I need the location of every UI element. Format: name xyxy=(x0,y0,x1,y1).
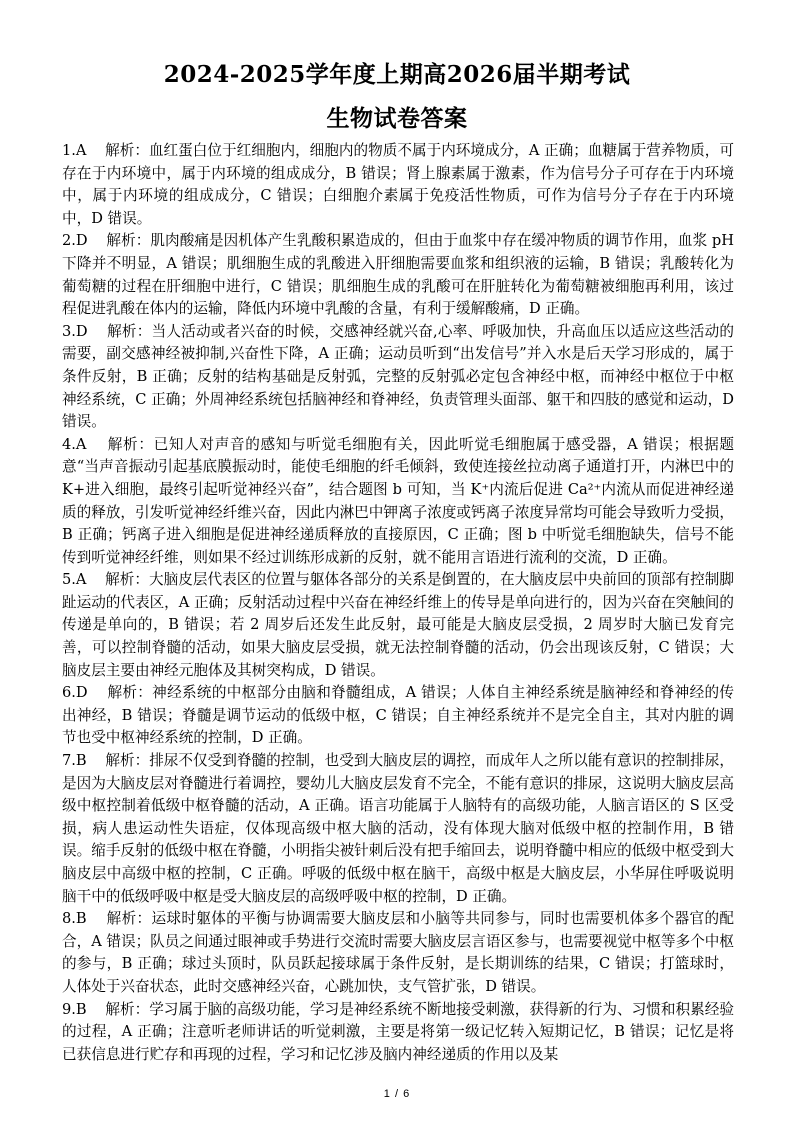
answer-item xyxy=(62,908,734,998)
answer-text: 解析：运球时躯体的平衡与协调需要大脑皮层和小脑等共同参与，同时也需要机体多个器官的配合，A 错误；队员之间通过眼神或手势进行交流时需要大脑皮层言语区参与，也需要视觉中枢等多个中枢的参与，B 正确；球过头顶时，队员跃起接球属于条件反射，是长期训练的结果，C 错误；打篮球时，人体处于兴奋状态，此时交感神经兴奋，心跳加快，支气管扩张，D 错误。 xyxy=(62,910,734,995)
answer-label: 9.B xyxy=(62,1000,87,1018)
answer-label: 4.A xyxy=(62,435,87,453)
answer-label: 2.D xyxy=(62,232,88,250)
answer-item xyxy=(62,321,734,434)
answer-text: 解析：肌肉酸痛是因机体产生乳酸积累造成的，但由于血浆中存在缓冲物质的调节作用，血浆 pH 下降并不明显，A 错误；肌细胞生成的乳酸进入肝细胞需要血浆和组织液的运输，B 错误；乳酸转化为葡萄糖的过程在肝细胞中进行，C 错误；肌细胞生成的乳酸可在肝脏转化为葡萄糖被细胞再利用，该过程促进乳酸在体内的运输，降低内环境中乳酸的含量，有利于缓解酸痛，D 正确。 xyxy=(62,232,734,318)
answer-label: 6.D xyxy=(62,684,88,702)
answer-item xyxy=(62,434,734,570)
answer-text: 解析：排尿不仅受到脊髓的控制，也受到大脑皮层的调控，而成年人之所以能有意识的控制排尿，是因为大脑皮层对脊髓进行着调控，婴幼儿大脑皮层发育不完全，不能有意识的排尿，这说明大脑皮层高级中枢控制着低级中枢脊髓的活动，A 正确。语言功能属于人脑特有的高级功能，人脑言语区的 S 区受损，病人患运动性失语症，仅体现高级中枢大脑的活动，没有体现大脑对低级中枢的控制作用，B 错误。缩手反射的低级中枢在脊髓，小明指尖被针刺后没有把手缩回去，说明脊髓中相应的低级中枢受到大脑皮层中高级中枢的控制，C 正确。呼吸的低级中枢在脑干，高级中枢是大脑皮层，小华屏住呼吸说明脑干中的低级呼吸中枢是受大脑皮层的高级呼吸中枢的控制，D 正确。 xyxy=(62,752,734,905)
answer-text: 解析：血红蛋白位于红细胞内，细胞内的物质不属于内环境成分，A 正确；血糖属于营养物质，可存在于内环境中，属于内环境的组成成分，B 错误；肾上腺素属于激素，作为信号分子可存在于内环境中，属于内环境的组成成分，C 错误；白细胞介素属于免疫活性物质，可作为信号分子存在于内环境中，D 错误。 xyxy=(62,142,734,227)
answer-item xyxy=(62,999,734,1067)
answer-text: 解析：大脑皮层代表区的位置与躯体各部分的关系是倒置的，在大脑皮层中央前回的顶部有控制脚趾运动的代表区，A 正确；反射活动过程中兴奋在神经纤维上的传导是单向进行的，因为兴奋在突触间的传递是单向的，B 错误；若 2 周岁后还发生此反射，最可能是大脑皮层受损，2 周岁时大脑已发育完善，可以控制脊髓的活动，如果大脑皮层受损，就无法控制脊髓的活动，仍会出现该反射，C 错误；大脑皮层主要由神经元胞体及其树突构成，D 错误。 xyxy=(62,571,734,679)
answer-label: 8.B xyxy=(62,910,87,928)
answer-label: 5.A xyxy=(62,571,87,589)
page-indicator: 1 / 6 xyxy=(383,1088,411,1100)
answer-text: 解析：当人活动或者兴奋的时候，交感神经就兴奋,心率、呼吸加快，升高血压以适应这些活动的需要，副交感神经被抑制,兴奋性下降，A 正确；运动员听到“出发信号”并入水是后天学习形成的，属于条件反射，B 正确；反射的结构基础是反射弧，完整的反射弧必定包含神经中枢，而神经中枢位于中枢神经系统，C 正确；外周神经系统包括脑神经和脊神经，负责管理头面部、躯干和四肢的感觉和运动，D 错误。 xyxy=(62,322,734,431)
exam-subtitle: 生物试卷答案 xyxy=(326,105,468,132)
answer-item xyxy=(62,140,734,230)
answer-text: 解析：学习属于脑的高级功能，学习是神经系统不断地接受刺激，获得新的行为、习惯和积累经验的过程，A 正确；注意听老师讲话的听觉刺激，主要是将第一级记忆转入短期记忆，B 错误；记忆是将已获信息进行贮存和再现的过程，学习和记忆涉及脑内神经递质的作用以及某 xyxy=(62,1000,734,1063)
answer-item xyxy=(62,750,734,908)
answer-text: 解析：神经系统的中枢部分由脑和脊髓组成，A 错误；人体自主神经系统是脑神经和脊神经的传出神经，B 错误；脊髓是调节运动的低级中枢，C 错误；自主神经系统并不是完全自主，其对内脏的调节也受中枢神经系统的控制，D 正确。 xyxy=(62,684,734,747)
answer-label: 7.B xyxy=(62,752,87,770)
answer-label: 3.D xyxy=(62,322,88,340)
exam-title: 2024-2025学年度上期高2026届半期考试 xyxy=(163,61,631,88)
answer-item xyxy=(62,682,734,750)
answer-label: 1.A xyxy=(62,142,87,159)
answer-item xyxy=(62,230,734,320)
answer-item xyxy=(62,569,734,682)
answer-list xyxy=(62,140,734,1066)
answer-text: 解析：已知人对声音的感知与听觉毛细胞有关，因此听觉毛细胞属于感受器，A 错误；根据题意“当声音振动引起基底膜振动时，能使毛细胞的纤毛倾斜，致使连接丝拉动离子通道打开，内淋巴中的 K+进入细胞，最终引起听觉神经兴奋”，结合题图 b 可知，当 K⁺内流后促进 Ca²⁺内流从而促进神经递质的释放，引发听觉神经纤维兴奋，因此内淋巴中钾离子浓度或钙离子浓度异常均可能会导致听力受损，B 正确；钙离子进入细胞是促进神经递质释放的直接原因，C 正确；图 b 中听觉毛细胞缺失，信号不能传到听觉神经纤维，则如果不经过训练形成新的反射，就不能用言语进行流利的交流，D 正确。 xyxy=(62,435,734,566)
